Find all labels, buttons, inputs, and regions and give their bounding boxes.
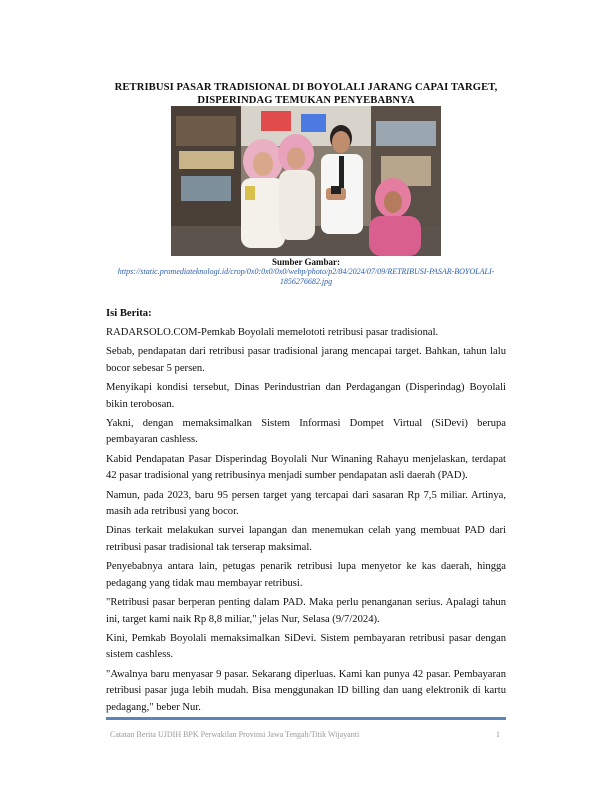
paragraph: Sebab, pendapatan dari retribusi pasar tradisional jarang mencapai target. Bahkan, tahun lalu bocor sebesar 5 persen.	[106, 346, 506, 374]
article-body	[106, 306, 506, 719]
paragraph: Menyikapi kondisi tersebut, Dinas Perindustrian dan Perdagangan (Disperindag) Boyolali bikin terobosan.	[106, 382, 506, 410]
page-number: 1	[496, 730, 500, 739]
paragraph: Kabid Pendapatan Pasar Disperindag Boyolali Nur Winaning Rahayu menjelaskan, terdapat 42 pasar tradisional yang retribusinya menjadi sumber pendapatan asli daerah (PAD).	[106, 453, 506, 482]
article-photo	[171, 106, 441, 256]
image-caption-label: Sumber Gambar:	[271, 257, 341, 267]
footer-text: Catatan Berita UJDIH BPK Perwakilan Provinsi Jawa Tengah/Titik Wijayanti	[110, 730, 360, 739]
article-title: RETRIBUSI PASAR TRADISIONAL DI BOYOLALI JARANG CAPAI TARGET, DISPERINDAG TEMUKAN PENYEBABNYA	[114, 82, 498, 106]
paragraph: Dinas terkait melakukan survei lapangan dan menemukan celah yang membuat PAD dari retribusi pasar tradisional tak terserap maksimal.	[106, 525, 506, 553]
paragraph: Kini, Pemkab Boyolali memaksimalkan SiDevi. Sistem pembayaran retribusi pasar dengan sistem cashless.	[106, 632, 506, 661]
paragraph: "Retribusi pasar berperan penting dalam PAD. Maka perlu penanganan serius. Apalagi tahun ini, target kami naik Rp 8,8 miliar," jelas Nur, Selasa (9/7/2024).	[106, 597, 506, 625]
image-source-link[interactable]: https://static.promediateknologi.id/crop/0x0:0x0/0x0/webp/photo/p2/84/2024/07/09/RETRIBUSI-PASAR-BOYOLALI-1856276682.jpg	[117, 267, 495, 286]
paragraph: RADARSOLO.COM-Pemkab Boyolali memelototi retribusi pasar tradisional.	[106, 327, 439, 338]
paragraph: Penyebabnya antara lain, petugas penarik retribusi lupa menyetor ke kas daerah, hingga pedagang yang tidak mau membayar retribusi.	[106, 561, 506, 589]
paragraph: Yakni, dengan memaksimalkan Sistem Informasi Dompet Virtual (SiDevi) berupa pembayaran cashless.	[106, 418, 506, 446]
footer-divider	[106, 717, 506, 720]
market-photo-illustration	[171, 106, 441, 256]
paragraph: Namun, pada 2023, baru 95 persen target yang tercapai dari sasaran Rp 7,5 miliar. Artinya, masih ada retribusi yang bocor.	[106, 489, 506, 518]
section-title: Isi Berita:	[106, 308, 152, 319]
paragraph: "Awalnya baru menyasar 9 pasar. Sekarang diperluas. Kami kan punya 42 pasar. Pembayaran retribusi pasar juga lebih mudah. Bisa menggunakan ID billing dan uang elektronik di kartu pedagang," beber Nur.	[106, 668, 506, 713]
